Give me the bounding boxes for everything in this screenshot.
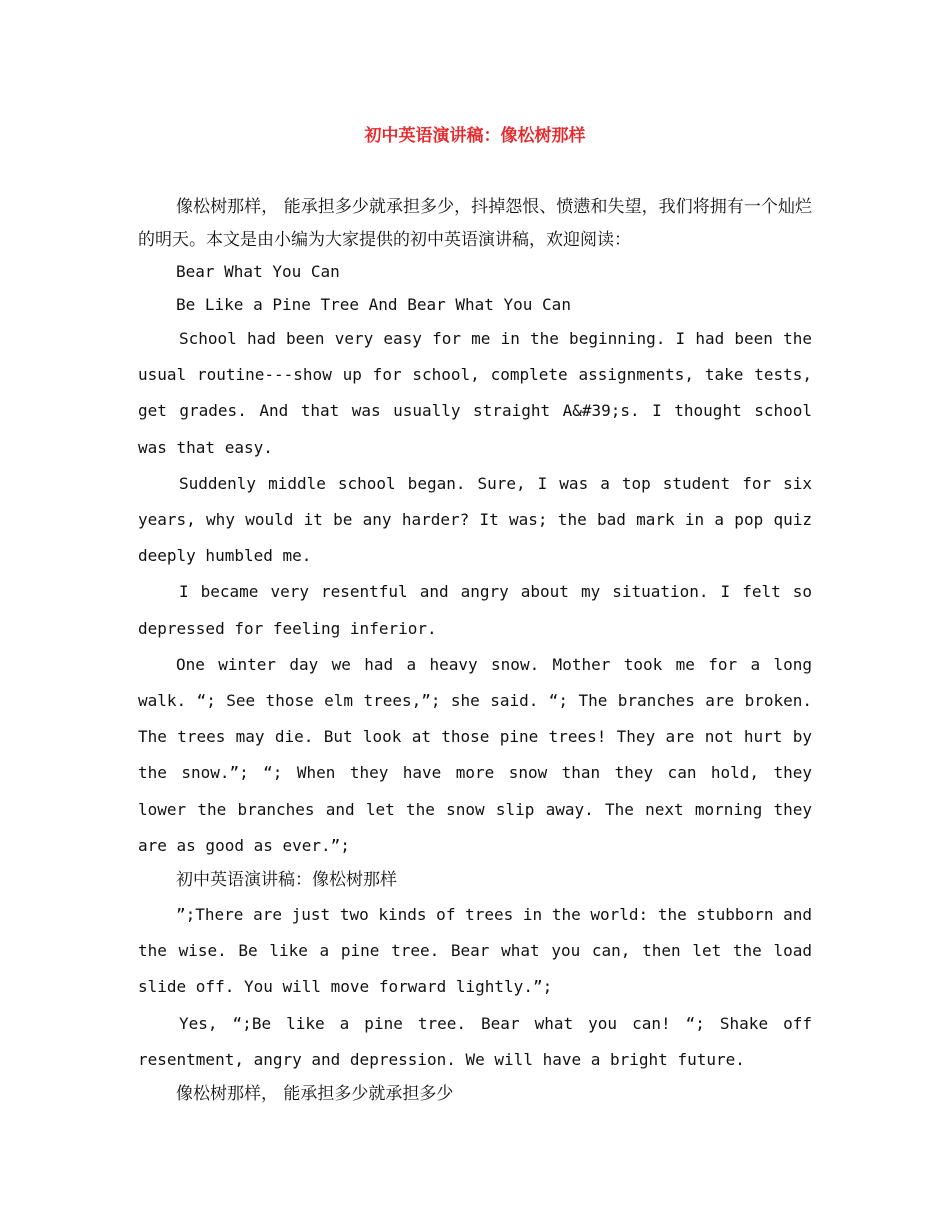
paragraph-closing: 像松树那样， 能承担多少就承担多少	[176, 1084, 454, 1105]
document-body	[138, 191, 812, 1111]
paragraph-resentful: I became very resentful and angry about my situation. I felt so depressed for feeling inferior.	[138, 582, 812, 638]
paragraph-middle-school: Suddenly middle school began. Sure, I was a top student for six years, why would it be any harder? It was; the bad mark in a pop quiz deeply humbled me.	[138, 473, 812, 566]
subtitle-be-like-a-pine-tree: Be Like a Pine Tree And Bear What You Can	[176, 295, 571, 314]
subtitle-bear-what-you-can: Bear What You Can	[176, 262, 340, 281]
paragraph-winter-day: One winter day we had a heavy snow. Mother took me for a long walk. “; See those elm trees,”; she said. “; The branches are broken. The trees may die. But look at those pine trees! They are not hurt by the snow.”; “; When they have more snow than they can hold, they lower the branches and let the snow slip away. The next morning they are as good as ever.”;	[138, 654, 812, 855]
paragraph-school-easy: School had been very easy for me in the beginning. I had been the usual routine---show up for school, complete assignments, take tests, get grades. And that was usually straight A&#39;s. I thought school was that easy.	[138, 329, 812, 457]
intro-paragraph: 像松树那样， 能承担多少就承担多少，抖掉怨恨、愤懑和失望，我们将拥有一个灿烂的明天。本文是由小编为大家提供的初中英语演讲稿，欢迎阅读：	[138, 197, 812, 250]
paragraph-yes-be-like: Yes, “;Be like a pine tree. Bear what you can! “; Shake off resentment, angry and depression. We will have a bright future.	[138, 1013, 812, 1069]
paragraph-repeat-title: 初中英语演讲稿：像松树那样	[176, 870, 397, 891]
paragraph-two-kinds-of-trees: ”;There are just two kinds of trees in the world: the stubborn and the wise. Be like a pine tree. Bear what you can, then let the load slide off. You will move forward lightly.”;	[138, 905, 812, 997]
document-title: 初中英语演讲稿：像松树那样	[364, 126, 586, 146]
